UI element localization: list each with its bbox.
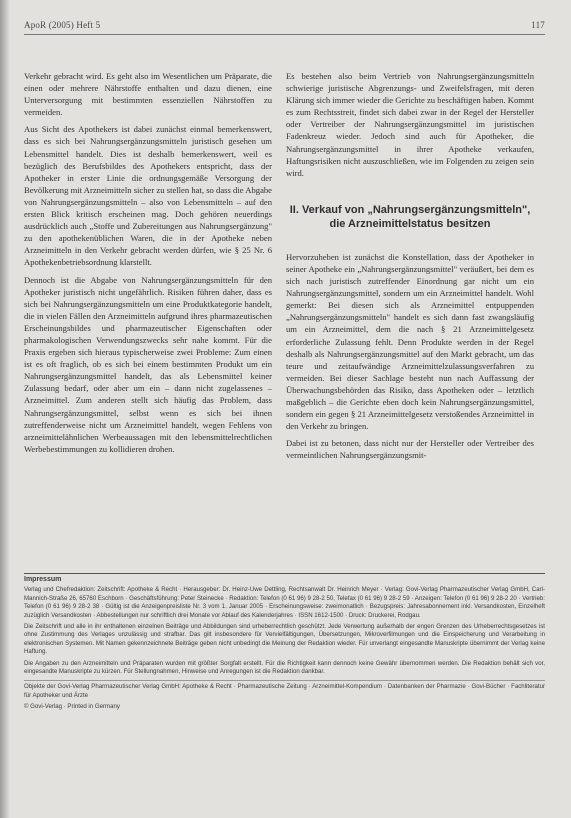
imprint-title: Impressum bbox=[24, 576, 62, 583]
right-column bbox=[286, 70, 534, 466]
body-paragraph: Hervorzuheben ist zunächst die Konstellation, dass der Apotheker in seiner Apotheke ein „Nahrungsergänzungsmittel" veräußert, bei dem es sich nach juristisch zutreffender Einordnung gar nicht um ein Nahrungsergänzungsmittel, sondern um ein Arzneimittel handelt. Wohl gemerkt: Bei diesen sich als Arzneimittel entpuppenden „Nahrungsergänzungsmitteln" handelt es sich dann fast zwangsläufig um ein Arzneimittel, dem die nach § 21 Arzneimittelgesetz erforderliche Zulassung fehlt. Denn Produkte werden in der Regel deshalb als Nahrungsergänzungsmittel auf den Markt gebracht, um das teure und zeitaufwändige Arzneimittelzulassungsverfahren zu vermeiden. Bei dieser Sachlage besteht nun nach Auffassung der Überwachungsbehörden das Risiko, dass Apotheken oder – letztlich maßgeblich – die Gerichte eben doch kein Nahrungsergänzungsmittel, sondern ein gegen § 21 Arzneimittelgesetz verstoßendes Arzneimittel in den Verkehr zu bringen. bbox=[286, 251, 534, 432]
journal-reference: ApoR (2005) Heft 5 bbox=[24, 20, 101, 30]
imprint-paragraph: Die Zeitschrift und alle in ihr enthaltenen einzelnen Beiträge und Abbildungen sind urheberrechtlich geschützt. Jede Verwertung außerhalb der engen Grenzen des Urheberrechtsgesetzes ist ohne Zustimmung des Verlages unzulässig und strafbar. Das gilt insbesondere für Vervielfältigungen, Übersetzungen, Mikroverfilmungen und die Einspeicherung und Verarbeitung in elektronischen Systemen. Mit Namen gekennzeichnete Beiträge geben nicht unbedingt die Meinung der Redaktion wieder. Für unverlangt eingesandte Manuskripte übernimmt der Verlag keine Haftung. bbox=[24, 623, 545, 656]
body-paragraph: Dabei ist zu betonen, dass nicht nur der Hersteller oder Vertreiber des vermeintlichen Nahrungsergänzungsmit- bbox=[286, 438, 534, 461]
imprint-paragraph: Verlag und Chefredaktion: Zeitschrift: Apotheke & Recht · Herausgeber: Dr. Heinz-Uwe Dettling, Rechtsanwalt Dr. Heinrich Meyer · Verlag: Govi-Verlag Pharmazeutischer Verlag GmbH, Carl-Mannich-Straße 26, 65760 Eschborn · Geschäftsführung: Peter Steinecke · Redaktion: Telefon (0 61 96) 9 28-2 50, Telefax (0 61 96) 9 28-2 59 · Anzeigen: Telefon (0 61 96) 9 28-2 20 · Vertrieb: Telefon (0 61 96) 9 28-2 38 · Gültig ist die Anzeigenpreisliste Nr. 3 vom 1. Januar 2005 · Erscheinungsweise: zweimonatlich · Bezugspreis: Jahresabonnement inkl. Versandkosten, Einzelheft zuzüglich Versandkosten · Abbestellungen nur schriftlich drei Monate vor Ablauf des Kalenderjahres · ISSN 1612-1500 · Druck: Druckerei, Rodgau. bbox=[24, 586, 545, 619]
imprint-paragraph: Die Angaben zu den Arzneimitteln und Präparaten wurden mit größter Sorgfalt erstellt. Für die Richtigkeit kann dennoch keine Gewähr übernommen werden. Die Redaktion behält sich vor, eingesandte Manuskripte zu kürzen. Für Stellungnahmen, Hinweise und Anregungen ist die Redaktion dankbar. bbox=[24, 659, 545, 676]
section-heading: II. Verkauf von „Nahrungsergänzungsmitteln", die Arzneimittelstatus besitzen bbox=[289, 203, 531, 230]
body-paragraph: Aus Sicht des Apothekers ist dabei zunächst einmal bemerkenswert, dass es sich bei Nahrungsergänzungsmitteln juristisch gesehen um Lebensmittel handelt. Dies ist deshalb bemerkenswert, weil es bezüglich des Berufsbildes des Apothekers entspricht, dass der Apotheker in erster Linie die ordnungsgemäße Versorgung der Bevölkerung mit Arzneimitteln sicher zu stellen hat, so dass die Abgabe von Nahrungsergänzungsmitteln – also von Lebensmitteln – auf den ersten Blick kritisch erscheinen mag. Doch gehören neuerdings ausdrücklich auch „Stoffe und Zubereitungen aus Nahrungsergänzung" zu den apothekenüblichen Waren, die in der Apotheke neben Arzneimitteln in den Verkehr gebracht werden dürfen, wie § 25 Nr. 6 Apothekenbetriebsordnung klarstellt. bbox=[24, 124, 272, 268]
left-column bbox=[24, 70, 272, 460]
imprint-publications: Objekte der Govi-Verlag Pharmazeutischer Verlag GmbH: Apotheke & Recht · Pharmazeutische Zeitung · Arzneimittel-Kompendium · Datenbanken der Pharmazie · Govi-Bücher · Fachliteratur für Apotheker und Ärzte bbox=[24, 683, 545, 699]
scan-binding-shadow bbox=[0, 0, 10, 818]
header-rule bbox=[24, 34, 545, 35]
page-number: 117 bbox=[531, 20, 545, 30]
body-paragraph: Es bestehen also beim Vertrieb von Nahrungsergänzungsmitteln schwierige juristische Abgrenzungs- und Zweifelsfragen, mit deren Klärung sich immer wieder die Gerichte zu beschäftigen haben. Kommt es zum Rechtsstreit, findet sich dabei zwar in der Regel der Hersteller oder Vertreiber der Nahrungsergänzungsmittel im juristischen Fadenkreuz wieder. Jedoch sind auch für Apotheker, die Nahrungsergänzungsmittel in ihrer Apotheke verkaufen, Haftungsrisiken nicht auszuschließen, wie im Folgenden zu zeigen sein wird. bbox=[286, 71, 534, 178]
body-paragraph: Dennoch ist die Abgabe von Nahrungsergänzungsmitteln für den Apotheker juristisch nicht ungefährlich. Risiken führen daher, dass es sich bei Nahrungsergänzungsmitteln um eine Produktkategorie handelt, die in vielen Fällen den Arzneimitteln aufgrund ihres pharmazeutischen Erscheinungsbildes und pharmazeutischer Eigenschaften oder pharmakologischen Verwendungszwecks sehr nahe kommt. Für die Praxis ergeben sich hieraus typischerweise zwei Probleme: Zum einen ist es oft fraglich, ob es sich bei einem bestimmten Produkt um ein Nahrungsergänzungsmittel handelt, das als Lebensmittel keiner Zulassung bedarf, oder aber um ein – dann nicht zugelassenes – Arzneimittel. Zum anderen stellt sich häufig das Problem, dass Nahrungsergänzungsmittel, selbst wenn es sich bei ihnen zutreffenderweise nicht um Arzneimittel handelt, wegen Fehlens von arzneimittelähnlichen Werbeaussagen mit den lebensmittelrechtlichen Werbebestimmungen zu kollidieren drohen. bbox=[24, 274, 272, 454]
running-head bbox=[24, 20, 545, 34]
imprint-box bbox=[24, 573, 545, 715]
imprint-copyright: © Govi-Verlag · Printed in Germany bbox=[24, 703, 120, 711]
imprint-footer bbox=[24, 680, 545, 711]
body-paragraph: Verkehr gebracht wird. Es geht also im Wesentlichen um Präparate, die einen oder mehrere Nährstoffe enthalten und dazu dienen, eine Unterversorgung mit bestimmten essenziellen Nährstoffen zu vermeiden. bbox=[24, 71, 272, 118]
